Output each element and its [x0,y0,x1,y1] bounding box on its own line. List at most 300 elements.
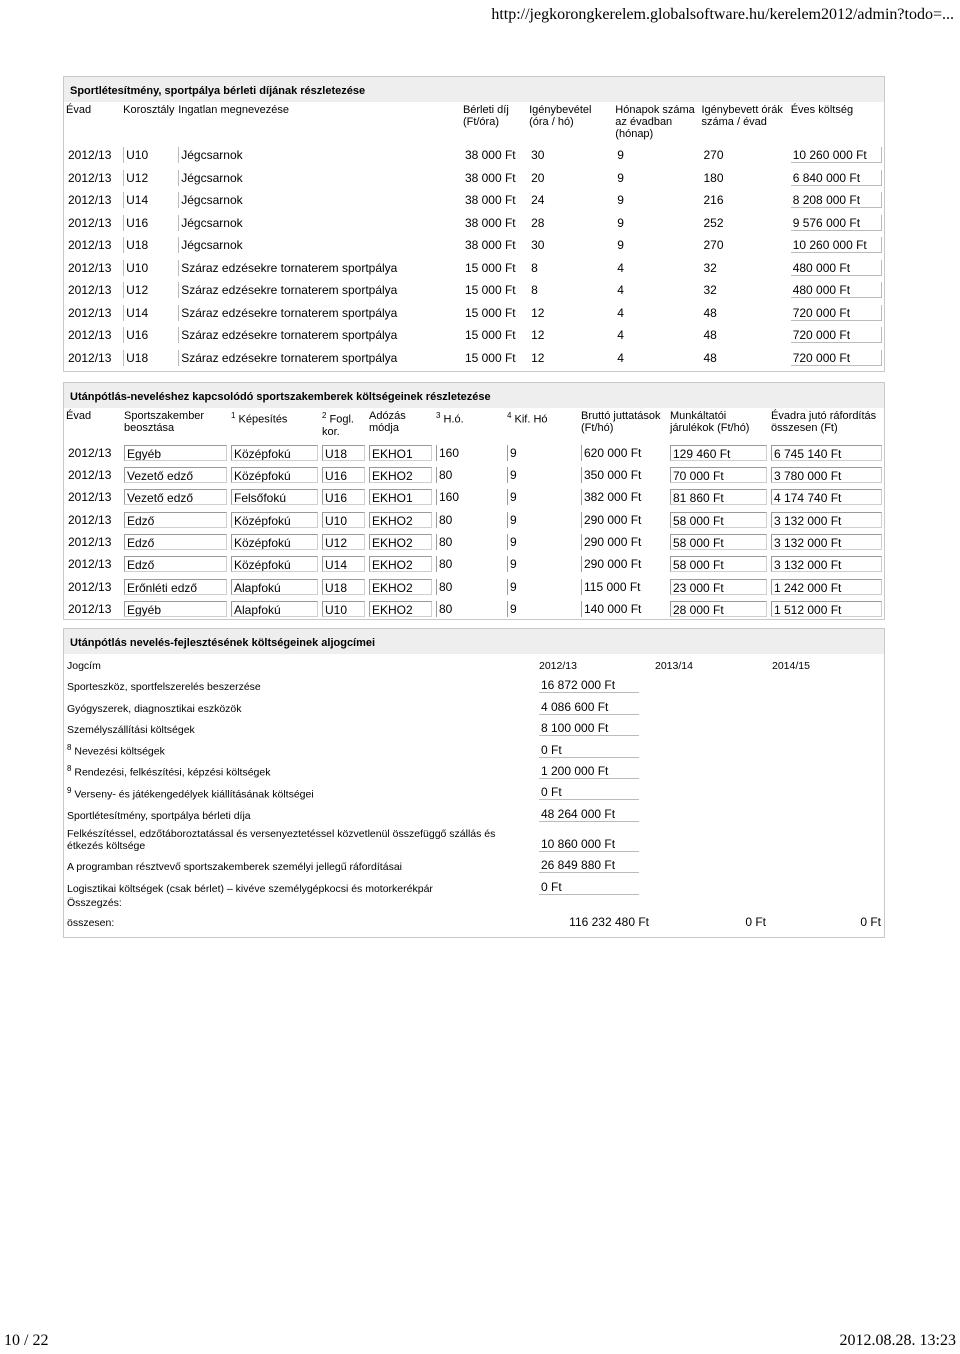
season-cell [64,302,121,325]
paid-months-field[interactable]: 9 [507,512,577,528]
paid-months-cell [505,442,579,464]
season-total-field[interactable]: 6 745 140 Ft [771,445,882,461]
role-field[interactable]: Egyéb [124,601,227,617]
hours-month-cell [434,464,505,486]
usage-field[interactable]: 30 [531,148,545,163]
hours-field[interactable]: 48 [703,328,717,343]
subcategory-row [64,779,884,800]
employment-cell [320,553,367,575]
qualification-cell [229,442,320,464]
season-total-field[interactable]: 3 132 000 Ft [771,512,882,528]
subcategory-label [64,852,536,873]
rental-fee-table [64,102,884,369]
amount-2012-13-field[interactable]: 48 264 000 Ft [539,806,639,822]
rental-fee-cell [461,167,527,190]
gross-pay-cell [579,553,668,575]
hours-field[interactable]: 216 [703,193,724,208]
total-2014-15: 0 Ft [860,914,881,929]
subcategory-row [64,736,884,757]
age-group-field[interactable]: U14 [123,192,174,208]
months-field[interactable]: 4 [617,328,624,343]
amount-2012-13-field[interactable]: 10 860 000 Ft [539,836,639,852]
employer-contrib-field[interactable]: 129 460 Ft [670,445,767,461]
gross-pay-field[interactable]: 290 000 Ft [581,512,666,528]
facility-field[interactable]: Jégcsarnok [178,192,459,208]
subcategory-row [64,852,884,873]
role-field[interactable]: Edző [124,534,227,550]
rental-fee-cell [461,144,527,167]
role-field[interactable]: Edző [124,512,227,528]
role-cell [122,464,229,486]
facility-field[interactable]: Száraz edzésekre tornaterem sportpálya [178,350,459,366]
months-field[interactable]: 4 [617,305,624,320]
season-total-field[interactable]: 3 132 000 Ft [771,556,882,572]
amount-2013-14-cell [652,822,769,852]
qualification-cell [229,598,320,620]
employer-contrib-field[interactable]: 28 000 Ft [670,601,767,617]
tax-mode-cell [367,442,434,464]
amount-2012-13-field[interactable]: 0 Ft [539,742,639,758]
tax-mode-field[interactable]: EKHO2 [369,601,432,617]
season-field[interactable]: 2012/13 [68,283,112,298]
facility-field[interactable]: Jégcsarnok [178,147,459,163]
paid-months-cell [505,509,579,531]
season-cell [64,531,122,553]
footnote-mark: 9 [67,785,72,795]
age-group-field[interactable]: U16 [123,215,174,231]
gross-pay-field[interactable]: 290 000 Ft [581,534,666,550]
rental-fee-cell [461,279,527,302]
gross-pay-cell [579,486,668,508]
paid-months-cell [505,531,579,553]
season-field[interactable]: 2012/13 [68,512,112,527]
rental-fee-field[interactable]: 15 000 Ft [464,305,516,320]
qualification-field[interactable]: Középfokú [231,445,318,461]
role-field[interactable]: Egyéb [124,445,227,461]
paid-months-field[interactable]: 9 [507,534,577,550]
tax-mode-cell [367,598,434,620]
usage-field[interactable]: 12 [531,350,545,365]
season-cell [64,347,121,370]
usage-field[interactable]: 28 [531,215,545,230]
rental-fee-row [64,167,884,190]
hours-month-field[interactable]: 80 [436,601,503,617]
age-group-field[interactable]: U10 [123,147,174,163]
hours-month-field[interactable]: 80 [436,556,503,572]
staff-row [64,553,884,575]
season-field[interactable]: 2012/13 [68,328,112,343]
role-field[interactable]: Erőnléti edző [124,579,227,595]
role-field[interactable]: Vezető edző [124,467,227,483]
hours-cell [700,324,789,347]
season-total-field[interactable]: 3 132 000 Ft [771,534,882,550]
age-group-cell [121,347,176,370]
footnote-mark: 4 [507,411,512,420]
amount-2014-15-cell [769,800,884,821]
employment-field[interactable]: U18 [322,445,365,461]
employment-field[interactable]: U16 [322,489,365,505]
hours-cell [700,279,789,302]
tax-mode-field[interactable]: EKHO2 [369,579,432,595]
usage-field[interactable]: 8 [531,260,538,275]
months-cell [613,234,699,257]
hours-field[interactable]: 48 [703,305,717,320]
amount-2012-13-field[interactable]: 26 849 880 Ft [539,857,639,873]
age-group-field[interactable]: U16 [123,327,174,343]
annual-cost-field[interactable]: 10 260 000 Ft [791,237,882,253]
season-field[interactable]: 2012/13 [68,468,112,483]
employer-contrib-field[interactable]: 58 000 Ft [670,512,767,528]
subcategory-label-text: Nevezési költségek [74,745,165,758]
employment-field[interactable]: U12 [322,534,365,550]
employment-field[interactable]: U14 [322,556,365,572]
rental-fee-field[interactable]: 38 000 Ft [464,215,516,230]
hours-field[interactable]: 180 [703,170,724,185]
employment-cell [320,486,367,508]
gross-pay-field[interactable]: 620 000 Ft [581,445,666,461]
months-field[interactable]: 9 [617,193,624,208]
age-group-field[interactable]: U12 [123,282,174,298]
age-group-field[interactable]: U18 [123,237,174,253]
season-total-cell [769,509,884,531]
hours-cell [700,212,789,235]
role-field[interactable]: Vezető edző [124,489,227,505]
season-total-field[interactable]: 4 174 740 Ft [771,489,882,505]
age-group-cell [121,234,176,257]
usage-cell [527,234,613,257]
employer-contrib-cell [668,509,769,531]
age-group-cell [121,257,176,280]
col-header-label: Képesítés [238,413,288,426]
facility-cell [176,189,461,212]
col-header: Korosztály [123,104,175,116]
col-header: 2012/13 [539,660,577,672]
season-field[interactable]: 2012/13 [68,193,112,208]
months-cell [613,167,699,190]
months-field[interactable]: 9 [617,238,624,253]
age-group-field[interactable]: U18 [123,350,174,366]
usage-field[interactable]: 30 [531,238,545,253]
rental-fee-title: Sportlétesítmény, sportpálya bérleti díjának részletezése [64,77,884,102]
tax-mode-field[interactable]: EKHO1 [369,489,432,505]
facility-field[interactable]: Száraz edzésekre tornaterem sportpálya [178,282,459,298]
rental-fee-field[interactable]: 15 000 Ft [464,260,516,275]
hours-month-field[interactable]: 160 [436,489,503,505]
employer-contrib-field[interactable]: 23 000 Ft [670,579,767,595]
employer-contrib-field[interactable]: 58 000 Ft [670,556,767,572]
subcategory-label-text: Személyszállítási költségek [67,724,195,737]
season-field[interactable]: 2012/13 [68,445,112,460]
season-field[interactable]: 2012/13 [68,148,112,163]
usage-field[interactable]: 12 [531,305,545,320]
staff-row [64,598,884,620]
paid-months-field[interactable]: 9 [507,556,577,572]
tax-mode-cell [367,464,434,486]
season-cell [64,144,121,167]
annual-cost-cell [789,212,884,235]
employer-contrib-cell [668,531,769,553]
staff-row [64,531,884,553]
rental-fee-field[interactable]: 15 000 Ft [464,350,516,365]
facility-field[interactable]: Jégcsarnok [178,215,459,231]
qualification-cell [229,464,320,486]
annual-cost-field[interactable]: 10 260 000 Ft [791,147,882,163]
season-field[interactable]: 2012/13 [68,238,112,253]
subcategory-label [64,736,536,757]
amount-2013-14-cell [652,852,769,873]
tax-mode-cell [367,553,434,575]
subcategory-row [64,800,884,821]
season-field[interactable]: 2012/13 [68,557,112,572]
qualification-field[interactable]: Felsőfokú [231,489,318,505]
annual-cost-field[interactable]: 480 000 Ft [791,282,882,298]
gross-pay-field[interactable]: 350 000 Ft [581,467,666,483]
facility-cell [176,279,461,302]
footnote-mark: 8 [67,743,72,753]
gross-pay-cell [579,442,668,464]
annual-cost-field[interactable]: 720 000 Ft [791,305,882,321]
season-field[interactable]: 2012/13 [68,305,112,320]
paid-months-field[interactable]: 9 [507,579,577,595]
hours-month-field[interactable]: 80 [436,467,503,483]
months-field[interactable]: 4 [617,260,624,275]
rental-fee-field[interactable]: 38 000 Ft [464,148,516,163]
season-total-field[interactable]: 1 512 000 Ft [771,601,882,617]
employer-contrib-field[interactable]: 70 000 Ft [670,467,767,483]
col-header: Bérleti díj (Ft/óra) [462,104,509,128]
paid-months-cell [505,553,579,575]
amount-2012-13-field[interactable]: 1 200 000 Ft [539,763,639,779]
page-indicator: 10 / 22 [4,1332,49,1349]
months-cell [613,212,699,235]
col-header: Éves költség [790,104,854,116]
hours-field[interactable]: 32 [703,260,717,275]
gross-pay-cell [579,575,668,597]
months-field[interactable]: 9 [617,215,624,230]
usage-field[interactable]: 20 [531,170,545,185]
gross-pay-field[interactable]: 382 000 Ft [581,489,666,505]
employment-cell [320,464,367,486]
season-field[interactable]: 2012/13 [68,260,112,275]
annual-cost-field[interactable]: 480 000 Ft [791,260,882,276]
qualification-field[interactable]: Középfokú [231,556,318,572]
footnote-mark: 2 [322,411,327,420]
facility-field[interactable]: Száraz edzésekre tornaterem sportpálya [178,305,459,321]
amount-2012-13-field[interactable]: 0 Ft [539,879,639,895]
employment-field[interactable]: U18 [322,579,365,595]
hours-month-field[interactable]: 80 [436,579,503,595]
staff-row [64,442,884,464]
subcategory-label-text: Rendezési, felkészítési, képzési költségek [74,766,271,779]
hours-field[interactable]: 252 [703,215,724,230]
hours-month-field[interactable]: 160 [436,445,503,461]
amount-2012-13-field[interactable]: 16 872 000 Ft [539,677,639,693]
rental-fee-field[interactable]: 15 000 Ft [464,328,516,343]
subcategory-label [64,758,536,779]
subcategory-label-text: Logisztikai költségek (csak bérlet) – kivéve személygépkocsi és motorkerékpár [67,882,433,895]
facility-field[interactable]: Száraz edzésekre tornaterem sportpálya [178,327,459,343]
gross-pay-cell [579,531,668,553]
employment-field[interactable]: U16 [322,467,365,483]
rental-fee-row [64,347,884,370]
facility-field[interactable]: Száraz edzésekre tornaterem sportpálya [178,260,459,276]
facility-field[interactable]: Jégcsarnok [178,170,459,186]
amount-2012-13-field[interactable]: 0 Ft [539,784,639,800]
rental-fee-row [64,257,884,280]
qualification-field[interactable]: Alapfokú [231,601,318,617]
amount-2014-15-cell [769,873,884,894]
age-group-cell [121,302,176,325]
subcategory-label [64,800,536,821]
staff-costs-title: Utánpótlás-neveléshez kapcsolódó sportszakemberek költségeinek részletezése [64,383,884,408]
usage-cell [527,347,613,370]
annual-cost-field[interactable]: 8 208 000 Ft [791,192,882,208]
amount-2013-14-cell [652,758,769,779]
qualification-field[interactable]: Középfokú [231,534,318,550]
paid-months-field[interactable]: 9 [507,467,577,483]
tax-mode-field[interactable]: EKHO2 [369,467,432,483]
role-field[interactable]: Edző [124,556,227,572]
hours-month-cell [434,486,505,508]
months-field[interactable]: 9 [617,148,624,163]
months-field[interactable]: 4 [617,283,624,298]
facility-cell [176,167,461,190]
employment-field[interactable]: U10 [322,601,365,617]
employment-cell [320,531,367,553]
season-field[interactable]: 2012/13 [68,170,112,185]
amount-2012-13-field[interactable]: 4 086 600 Ft [539,699,639,715]
season-total-cell [769,598,884,620]
tax-mode-field[interactable]: EKHO1 [369,445,432,461]
paid-months-field[interactable]: 9 [507,601,577,617]
hours-field[interactable]: 270 [703,238,724,253]
staff-row [64,509,884,531]
months-cell [613,347,699,370]
rental-fee-field[interactable]: 38 000 Ft [464,193,516,208]
tax-mode-field[interactable]: EKHO2 [369,556,432,572]
subcategory-row [64,873,884,894]
hours-field[interactable]: 32 [703,283,717,298]
season-field[interactable]: 2012/13 [68,534,112,549]
subcategory-label [64,672,536,693]
gross-pay-field[interactable]: 290 000 Ft [581,556,666,572]
qualification-field[interactable]: Középfokú [231,467,318,483]
annual-cost-field[interactable]: 6 840 000 Ft [791,170,882,186]
role-cell [122,598,229,620]
season-cell [64,324,121,347]
tax-mode-field[interactable]: EKHO2 [369,512,432,528]
subcategory-costs-table [64,654,884,929]
summary-label-row [64,895,884,909]
facility-cell [176,144,461,167]
rental-fee-cell [461,212,527,235]
paid-months-cell [505,464,579,486]
col-header: Évadra jutó ráfordítás összesen (Ft) [771,410,877,434]
employer-contrib-field[interactable]: 81 860 Ft [670,489,767,505]
usage-field[interactable]: 12 [531,328,545,343]
annual-cost-cell [789,189,884,212]
paid-months-cell [505,598,579,620]
annual-cost-field[interactable]: 720 000 Ft [791,350,882,366]
tax-mode-cell [367,486,434,508]
gross-pay-field[interactable]: 140 000 Ft [581,601,666,617]
gross-pay-field[interactable]: 115 000 Ft [581,579,666,595]
employment-cell [320,575,367,597]
amount-2014-15-cell [769,736,884,757]
hours-field[interactable]: 270 [703,148,724,163]
season-total-cell [769,575,884,597]
hours-month-field[interactable]: 80 [436,534,503,550]
amount-2012-13-field[interactable]: 8 100 000 Ft [539,720,639,736]
season-field[interactable]: 2012/13 [68,215,112,230]
rental-fee-field[interactable]: 15 000 Ft [464,283,516,298]
annual-cost-field[interactable]: 9 576 000 Ft [791,215,882,231]
role-cell [122,486,229,508]
paid-months-field[interactable]: 9 [507,489,577,505]
rental-fee-field[interactable]: 38 000 Ft [464,238,516,253]
age-group-field[interactable]: U10 [123,260,174,276]
season-field[interactable]: 2012/13 [68,490,112,505]
season-total-field[interactable]: 3 780 000 Ft [771,467,882,483]
hours-month-cell [434,531,505,553]
months-field[interactable]: 9 [617,170,624,185]
qualification-field[interactable]: Középfokú [231,512,318,528]
rental-fee-field[interactable]: 38 000 Ft [464,170,516,185]
annual-cost-field[interactable]: 720 000 Ft [791,327,882,343]
months-field[interactable]: 4 [617,350,624,365]
rental-fee-cell [461,234,527,257]
hours-cell [700,167,789,190]
amount-2013-14-cell [652,672,769,693]
employer-contrib-cell [668,575,769,597]
usage-field[interactable]: 8 [531,283,538,298]
employer-contrib-field[interactable]: 58 000 Ft [670,534,767,550]
subcategory-costs-panel [63,628,885,938]
season-total-field[interactable]: 1 242 000 Ft [771,579,882,595]
qualification-field[interactable]: Alapfokú [231,579,318,595]
usage-cell [527,144,613,167]
paid-months-field[interactable]: 9 [507,445,577,461]
footnote-mark: 3 [436,411,441,420]
footnote-mark: 1 [231,411,236,420]
employment-field[interactable]: U10 [322,512,365,528]
paid-months-cell [505,575,579,597]
season-field[interactable]: 2012/13 [68,579,112,594]
facility-field[interactable]: Jégcsarnok [178,237,459,253]
usage-cell [527,302,613,325]
col-header [229,408,320,442]
age-group-field[interactable]: U12 [123,170,174,186]
hours-cell [700,234,789,257]
age-group-field[interactable]: U14 [123,305,174,321]
season-field[interactable]: 2012/13 [68,601,112,616]
employment-cell [320,598,367,620]
col-header: Hónapok száma az évadban (hónap) [615,104,695,140]
rental-fee-panel [63,76,885,372]
col-header: Munkáltatói járulékok (Ft/hó) [670,410,750,434]
col-header: 2014/15 [772,660,810,672]
subcategory-row [64,672,884,693]
season-field[interactable]: 2012/13 [68,350,112,365]
qualification-cell [229,553,320,575]
usage-field[interactable]: 24 [531,193,545,208]
col-header: Igénybevétel (óra / hó) [529,104,592,128]
season-total-cell [769,486,884,508]
tax-mode-field[interactable]: EKHO2 [369,534,432,550]
hours-field[interactable]: 48 [703,350,717,365]
hours-month-field[interactable]: 80 [436,512,503,528]
amount-2014-15-cell [769,672,884,693]
